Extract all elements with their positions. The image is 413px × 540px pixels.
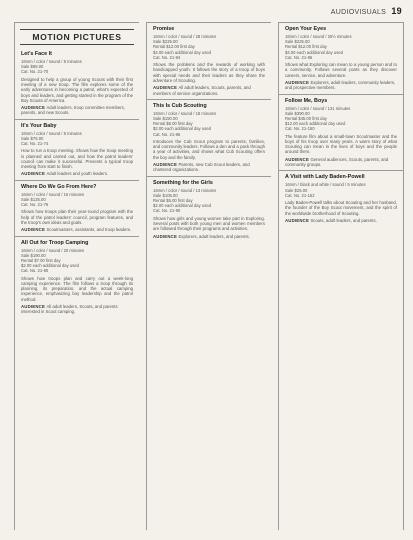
film-meta-line: 16mm / color / sound / 25½ minutes	[285, 34, 352, 39]
film-meta-line: Cat. No. 21-96	[285, 54, 313, 60]
film-audience	[153, 234, 265, 239]
film-meta	[21, 248, 133, 274]
audience-label: AUDIENCE	[153, 85, 179, 91]
film-meta-line: Sale $75.00	[21, 135, 44, 141]
column-2-entries	[147, 23, 271, 242]
film-meta	[285, 182, 397, 198]
film-meta-line: 16mm / color / sound / 13 minutes	[153, 187, 217, 193]
audience-text: Adult leaders, troop committee members, parents, and new Scouts.	[21, 105, 126, 116]
page-number: 19	[391, 6, 402, 16]
film-entry	[15, 237, 139, 318]
film-meta-line: Cat. No. 21-150	[285, 126, 315, 132]
audience-text: Explorers, adult leaders, and parents.	[178, 233, 250, 239]
film-title: It's Your Baby	[21, 122, 57, 129]
film-entry	[279, 95, 403, 172]
audience-label: AUDIENCE	[21, 171, 47, 177]
film-meta	[285, 106, 397, 132]
film-entry	[147, 23, 271, 100]
film-audience	[21, 171, 133, 176]
film-meta-line: Rental $45.00 first day	[285, 115, 327, 121]
film-meta-line: Cat. No. 21-76	[21, 202, 49, 208]
audience-text: Explorers, adult leaders, community leaders, and prospective members.	[285, 79, 396, 91]
running-head	[331, 6, 402, 16]
film-audience	[153, 162, 265, 173]
film-description: Designed to help a group of young Scouts with their first meeting of a new troop. The film explores some of the early adventures in becoming a patrol, what's expected of boys and leaders, and getting started in the program of the Boy Scouts of America.	[21, 76, 133, 103]
audience-text: General audiences, Scouts, parents, and community groups.	[285, 156, 389, 167]
film-meta-line: Sale $105.00	[153, 192, 178, 198]
film-meta-line: Rental $7.00 first day	[21, 257, 61, 263]
film-meta-line: 16mm / black and white / sound / 5 minutes	[285, 182, 366, 188]
film-meta-line: Sale $190.00	[21, 252, 46, 258]
film-meta	[153, 111, 265, 137]
film-meta-line: 16mm / color / sound / 8 minutes	[21, 59, 82, 64]
column-1	[14, 22, 139, 530]
film-entry	[279, 23, 403, 95]
audience-label: AUDIENCE	[285, 79, 311, 85]
film-audience	[21, 304, 133, 315]
film-meta-line: Sale $25.00	[285, 187, 308, 193]
film-title: This Is Cub Scouting	[153, 102, 207, 109]
film-meta	[21, 59, 133, 75]
section-title: MOTION PICTURES	[20, 29, 134, 45]
film-title: Follow Me, Boys	[285, 97, 328, 104]
audience-label: AUDIENCE	[285, 217, 311, 223]
film-title: Something for the Girls	[153, 179, 213, 186]
audience-label: AUDIENCE	[21, 227, 47, 233]
film-meta	[285, 34, 397, 60]
audience-label: AUDIENCE	[21, 105, 47, 111]
film-description: Shows what Exploring can mean to a young person and to a community. Follows several posts as they discover careers, service, and adventure.	[285, 62, 397, 78]
film-meta-line: Sale $225.00	[285, 39, 310, 45]
film-title: All Out for Troop Camping	[21, 239, 89, 246]
audience-text: All adult leaders, Scouts, parents, and members of service organizations.	[153, 85, 251, 96]
film-meta-line: 16mm / color / sound / 16 minutes	[21, 191, 85, 197]
film-audience	[285, 80, 397, 91]
column-2	[146, 22, 271, 530]
film-meta-line: Sale $390.00	[285, 110, 310, 116]
film-meta-line: Rental $12.00 first day	[153, 44, 195, 50]
film-title: A Visit with Lady Baden-Powell	[285, 174, 365, 181]
film-meta-line: $2.00 each additional day used	[21, 263, 79, 269]
film-meta-line: Cat. No. 21-74	[21, 141, 49, 147]
film-meta-line: Rental $5.00 first day	[153, 198, 193, 203]
film-meta-line: Sale $125.00	[21, 196, 46, 202]
film-meta-line: Cat. No. 21-84	[153, 54, 181, 60]
audience-text: Scoutmasters, assistants, and troop leaders.	[46, 227, 132, 233]
audience-label: AUDIENCE	[153, 162, 179, 167]
film-meta-line: Cat. No. 21-70	[21, 69, 49, 75]
film-meta-line: $12.00 each additional day used	[285, 121, 346, 127]
audience-text: Adult leaders and youth leaders.	[46, 171, 109, 177]
film-description: Shows how girls and young women take part in Exploring. Several posts with both young men and women members are followed through their programs and activities.	[153, 215, 265, 232]
film-description: How to run a troop meeting. Shows how the troop meeting is planned and carried out, and how the patrol leaders' council can make it successful. Presents a typical troop meeting from start to finish.	[21, 148, 133, 170]
film-entry	[15, 181, 139, 237]
film-entry	[147, 177, 271, 242]
film-description: Shows the problems and the rewards of working with handicapped youth. It follows the story of a troop of boys with special needs and their leaders as they share the adventure of Scouting.	[153, 62, 265, 83]
film-meta-line: Cat. No. 21-152	[285, 192, 315, 198]
film-meta-line: 16mm / color / sound / 131 minutes	[285, 105, 351, 111]
film-meta-line: Cat. No. 21-80	[21, 268, 49, 274]
audience-text: All adult leaders, Scouts, and parents interested in Scout camping.	[21, 304, 118, 315]
film-audience	[21, 105, 133, 116]
film-description: Shows how troops plan their year-round program with the help of the patrol leaders' council, program features, and the troop's own ideas and goals.	[21, 209, 133, 225]
film-meta-line: Cat. No. 21-86	[153, 131, 181, 137]
audience-text: Parents, new Cub Scout leaders, and chartered organizations.	[153, 162, 250, 173]
film-meta-line: $2.00 each additional day used	[153, 126, 211, 132]
column-3	[278, 22, 404, 530]
audience-text: Scouts, adult leaders, and parents.	[310, 217, 377, 223]
film-entry	[147, 100, 271, 177]
film-audience	[285, 218, 397, 223]
film-meta-line: Sale $150.00	[153, 116, 178, 121]
film-entry	[279, 171, 403, 226]
film-description: The feature film about a small-town Scoutmaster and the boys of his troop over many years. A warm story of what Scouting can mean in the lives of boys and the people around them.	[285, 133, 397, 155]
film-meta-line: 16mm / color / sound / 18 minutes	[153, 110, 217, 116]
film-title: Open Your Eyes	[285, 26, 327, 32]
film-meta-line: $4.00 each additional day used	[153, 49, 211, 55]
catalog-page	[14, 6, 402, 534]
film-meta-line: 16mm / color / sound / 20 minutes	[21, 247, 85, 253]
audience-label: AUDIENCE	[285, 156, 311, 162]
audience-label: AUDIENCE	[153, 233, 179, 239]
film-meta-line: 16mm / color / sound / 8 minutes	[21, 130, 82, 136]
audience-label: AUDIENCE	[21, 304, 47, 310]
film-meta-line: 16mm / color / sound / 28 minutes	[153, 34, 217, 39]
film-meta	[153, 188, 265, 214]
film-audience	[21, 227, 133, 232]
film-entry	[15, 48, 139, 120]
film-meta-line: Sale $225.00	[153, 39, 178, 45]
film-title: Promise	[153, 26, 175, 32]
column-1-entries	[15, 48, 139, 318]
film-meta	[21, 192, 133, 208]
film-meta-line: Rental $12.00 first day	[285, 44, 327, 50]
film-audience	[285, 157, 397, 168]
section-label: AUDIOVISUALS	[330, 9, 387, 16]
film-title: Let's Face It	[21, 51, 52, 57]
film-meta-line: $4.00 each additional day used	[285, 49, 343, 55]
film-description: Shows how troops plan and carry out a week-long camping experience. The film follows a troop through its planning, its preparation, and the actual camping experience, emphasizing boy leadership and the patrol method.	[21, 275, 133, 302]
film-audience	[153, 85, 265, 96]
film-entry	[15, 120, 139, 181]
film-meta-line: Sale $98.00	[21, 64, 44, 70]
film-meta-line: $2.00 each additional day used	[153, 203, 211, 209]
film-meta	[153, 34, 265, 60]
film-meta-line: Cat. No. 21-90	[153, 208, 181, 214]
film-description: Lady Baden-Powell talks about Scouting and her husband, the founder of the Boy Scout movement, and the spirit of the worldwide brotherhood of Scouting.	[285, 199, 397, 216]
film-title: Where Do We Go From Here?	[21, 183, 97, 190]
film-meta	[21, 131, 133, 147]
film-description: Introduces the Cub Scout program to parents, families, and community leaders. Follows a den and a pack through a year of activities, and shows what Cub Scouting offers the boy and the family.	[153, 138, 265, 160]
film-meta-line: Rental $6.00 first day	[153, 121, 193, 127]
column-3-entries	[279, 23, 403, 226]
